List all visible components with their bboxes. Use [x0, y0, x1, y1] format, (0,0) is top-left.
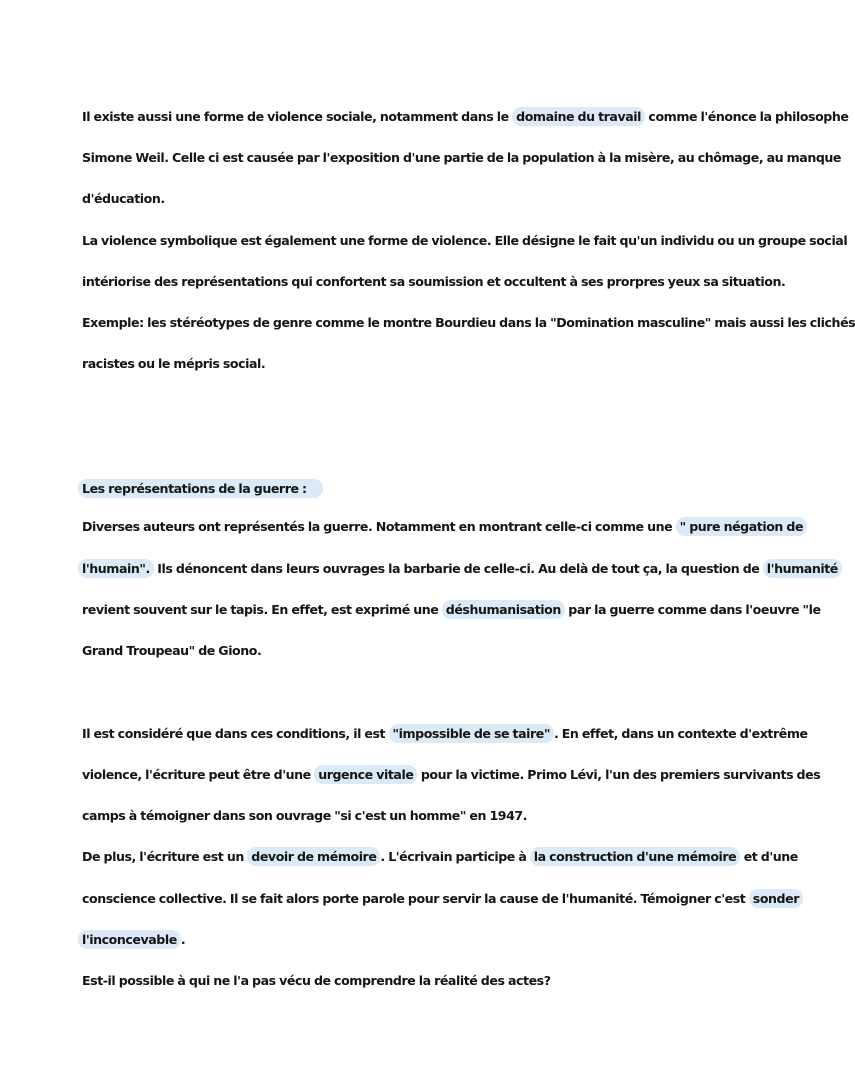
- text-line: camps à témoigner dans son ouvrage "si c'est un homme" en 1947.: [82, 808, 528, 823]
- highlighted-heading: Les représentations de la guerre :: [78, 479, 323, 498]
- highlighted-phrase: l'humain".: [78, 559, 154, 578]
- text-line: Il existe aussi une forme de violence sociale, notamment dans le domaine du travail comme l'énonce la philosophe: [82, 109, 849, 124]
- text-line: Est-il possible à qui ne l'a pas vécu de comprendre la réalité des actes?: [82, 973, 551, 988]
- highlighted-phrase: la construction d'une mémoire: [530, 847, 740, 866]
- text-line: Il est considéré que dans ces conditions, il est "impossible de se taire" . En effet, dans un contexte d'extrême: [82, 726, 808, 741]
- highlighted-phrase: sonder: [749, 889, 803, 908]
- text-line: Exemple: les stéréotypes de genre comme le montre Bourdieu dans la "Domination masculine" mais aussi les clichés: [82, 315, 855, 330]
- text-line: revient souvent sur le tapis. En effet, est exprimé une déshumanisation par la guerre comme dans l'oeuvre "le: [82, 602, 821, 617]
- text-line: intériorise des représentations qui confortent sa soumission et occultent à ses prorpres yeux sa situation.: [82, 274, 786, 289]
- highlighted-phrase: l'inconcevable: [78, 930, 181, 949]
- text-line: l'inconcevable .: [82, 930, 185, 950]
- text-line: violence, l'écriture peut être d'une urgence vitale pour la victime. Primo Lévi, l'un des premiers survivants des: [82, 767, 821, 782]
- text-line: Grand Troupeau" de Giono.: [82, 643, 262, 658]
- highlighted-phrase: devoir de mémoire: [247, 847, 380, 866]
- highlighted-phrase: "impossible de se taire": [389, 724, 554, 743]
- text-line: l'humain". Ils dénoncent dans leurs ouvrages la barbarie de celle-ci. Au delà de tout ça, la question de l'humanité: [82, 559, 842, 579]
- highlighted-phrase: l'humanité: [763, 559, 842, 578]
- highlighted-phrase: déshumanisation: [442, 600, 565, 619]
- text-line: De plus, l'écriture est un devoir de mémoire . L'écrivain participe à la construction d'une mémoire et d'une: [82, 849, 798, 864]
- section-heading: [82, 479, 323, 499]
- highlighted-phrase: domaine du travail: [512, 107, 645, 126]
- text-line: Diverses auteurs ont représentés la guerre. Notamment en montrant celle-ci comme une " pure négation de: [82, 517, 807, 537]
- text-line: racistes ou le mépris social.: [82, 356, 266, 371]
- text-line: Simone Weil. Celle ci est causée par l'exposition d'une partie de la population à la misère, au chômage, au manque: [82, 150, 842, 165]
- text-line: d'éducation.: [82, 191, 165, 206]
- highlighted-phrase: " pure négation de: [676, 517, 807, 536]
- text-line: conscience collective. Il se fait alors porte parole pour servir la cause de l'humanité. Témoigner c'est sonder: [82, 889, 803, 909]
- text-line: La violence symbolique est également une forme de violence. Elle désigne le fait qu'un individu ou un groupe social: [82, 233, 848, 248]
- highlighted-phrase: urgence vitale: [314, 765, 417, 784]
